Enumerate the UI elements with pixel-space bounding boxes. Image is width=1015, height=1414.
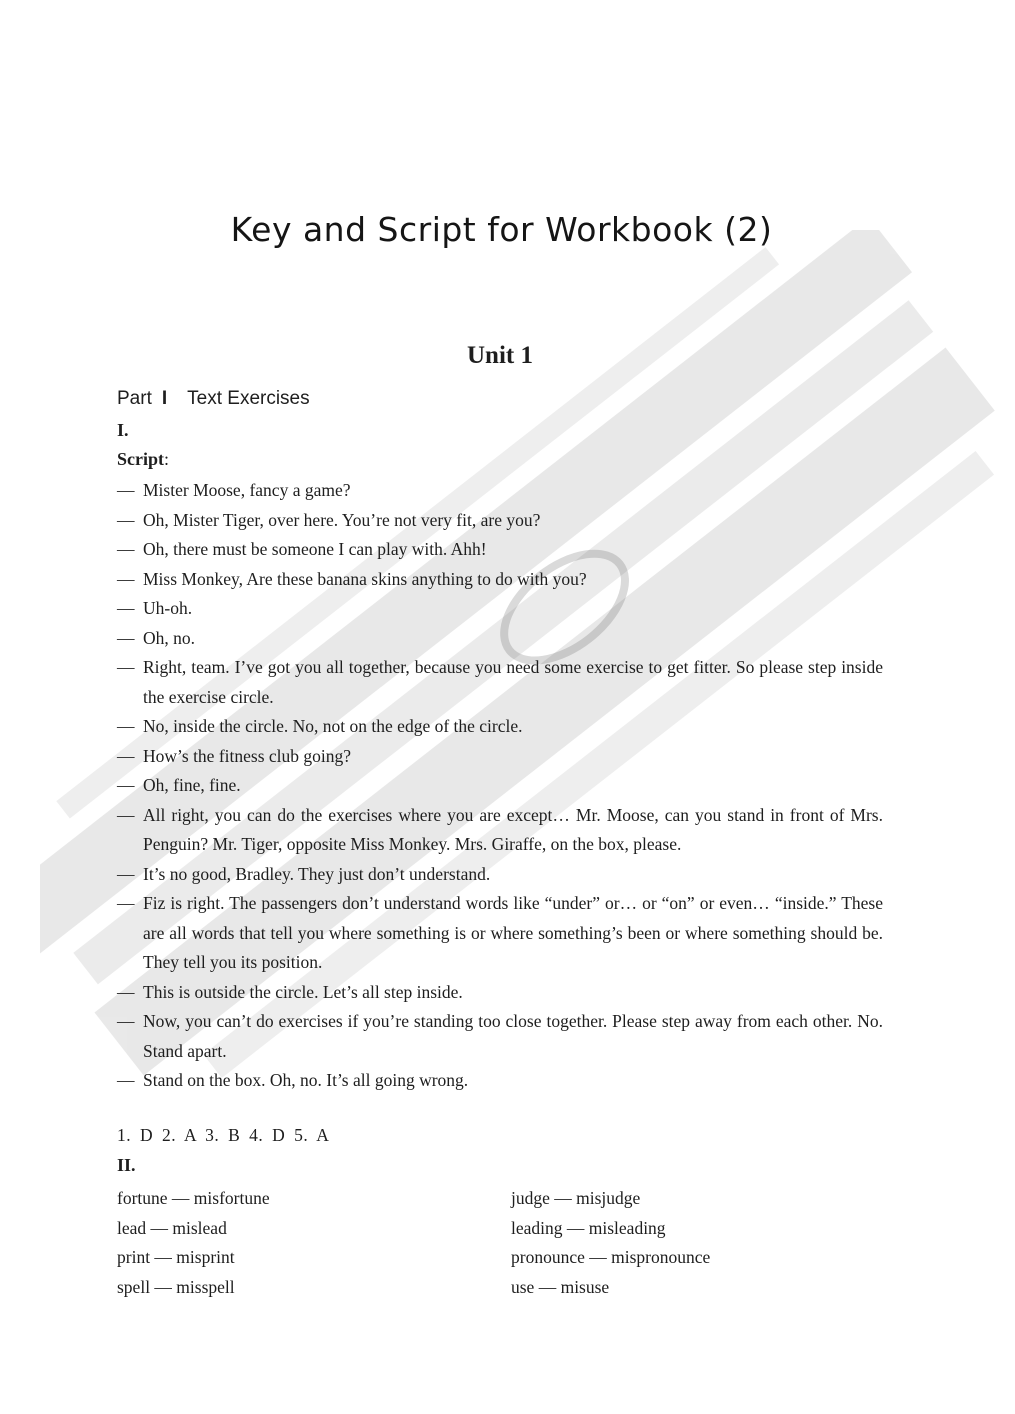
script-line: — No, inside the circle. No, not on the edge of the circle. — [117, 716, 523, 736]
script-lines — [117, 476, 883, 1096]
word-pair: spell — misspell — [117, 1276, 235, 1297]
script-line: — Right, team. I’ve got you all together, because you need some exercise to get fitter. So please step inside the exercise circle. — [117, 657, 883, 707]
script-line: — Oh, Mister Tiger, over here. You’re not very fit, are you? — [117, 509, 541, 530]
section-one-label: I. — [117, 420, 129, 440]
word-pairs — [117, 1184, 777, 1302]
part-numeral: I — [161, 388, 168, 409]
script-line: — Oh, no. — [117, 627, 196, 648]
word-pair: pronounce — mispronounce — [511, 1247, 711, 1267]
script-line: — Uh-oh. — [117, 598, 193, 618]
section-two-label: II. — [117, 1155, 136, 1175]
script-line: — How’s the fitness club going? — [117, 745, 352, 766]
word-pair: lead — mislead — [117, 1217, 227, 1238]
script-line: — Now, you can’t do exercises if you’re standing too close together. Please step away from each other. No. Stand apart. — [117, 1011, 883, 1061]
document-title: Key and Script for Workbook (2) — [230, 210, 773, 249]
script-line: — Fiz is right. The passengers don’t understand words like “under” or… or “on” or even… “inside.” These are all words that tell you where something is or where something’s been or where something should be. They tell you its position. — [117, 893, 883, 972]
script-line: — Oh, there must be someone I can play with. Ahh! — [117, 539, 487, 559]
script-line: — Mister Moose, fancy a game? — [117, 480, 351, 500]
part-heading — [117, 388, 310, 410]
unit-title: Unit 1 — [467, 342, 533, 369]
script-line: — It’s no good, Bradley. They just don’t understand. — [117, 863, 491, 884]
answer-key: 1. D 2. A 3. B 4. D 5. A — [117, 1125, 330, 1145]
script-label: Script: — [117, 449, 170, 469]
word-pair: judge — misjudge — [511, 1188, 641, 1208]
script-line: — Miss Monkey, Are these banana skins anything to do with you? — [117, 568, 587, 589]
part-label: Part — [117, 388, 152, 409]
word-pair: leading — misleading — [511, 1217, 666, 1238]
part-name: Text Exercises — [187, 388, 310, 409]
word-pair: fortune — misfortune — [117, 1188, 270, 1208]
script-line: — Stand on the box. Oh, no. It’s all going wrong. — [117, 1070, 469, 1090]
script-line: — All right, you can do the exercises where you are except… Mr. Moose, can you stand in front of Mrs. Penguin? Mr. Tiger, opposite Miss Monkey. Mrs. Giraffe, on the box, please. — [117, 804, 883, 854]
script-line: — This is outside the circle. Let’s all step inside. — [117, 981, 463, 1002]
script-line: — Oh, fine, fine. — [117, 775, 241, 795]
word-pair: use — misuse — [511, 1276, 610, 1297]
word-pair: print — misprint — [117, 1247, 235, 1267]
